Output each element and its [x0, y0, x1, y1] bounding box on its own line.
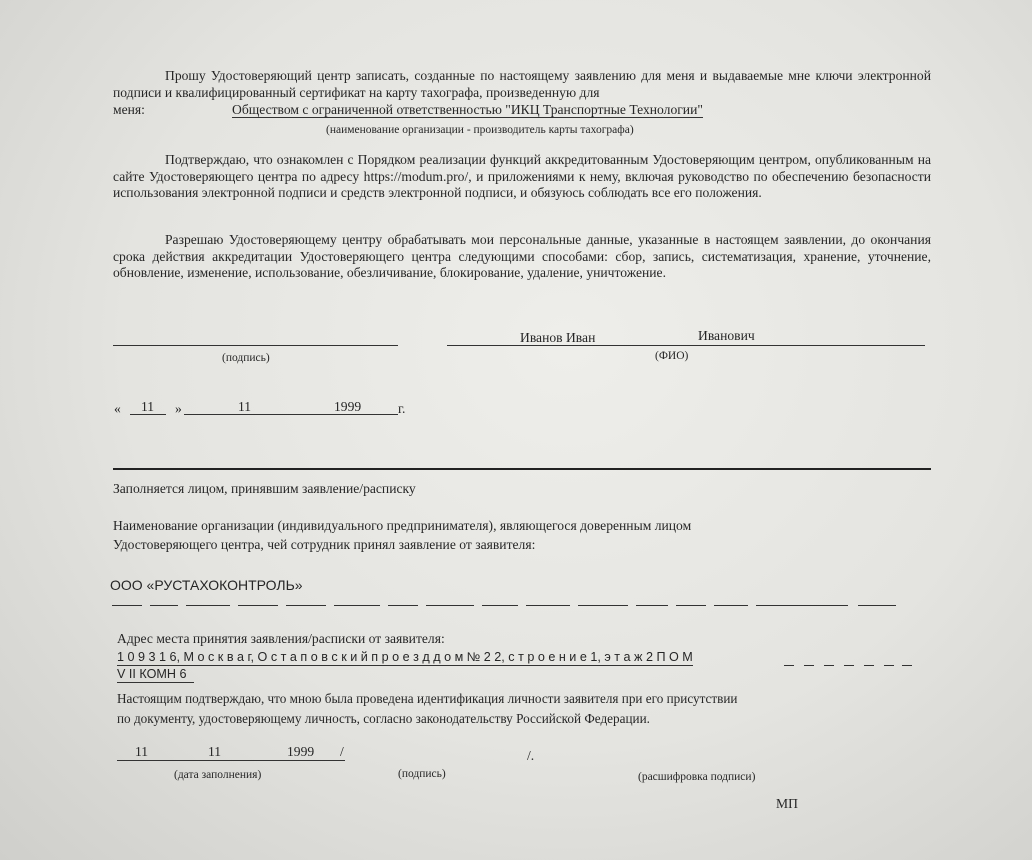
- org-label-line2: Удостоверяющего центра, чей сотрудник принял заявление от заявителя:: [113, 537, 536, 552]
- org-label-line1: Наименование организации (индивидуального предпринимателя), являющегося доверенным лицом: [113, 518, 692, 533]
- fio-line: [447, 345, 925, 346]
- fio-patronymic: Иванович: [698, 328, 755, 343]
- receiver-header: Заполняется лицом, принявшим заявление/расписку: [113, 481, 416, 496]
- fill-day: 11: [135, 744, 149, 759]
- signature-slash: /.: [527, 748, 535, 763]
- intro-text: Прошу Удостоверяющий центр записать, созданные по настоящему заявлению для меня и выдаваемые мне ключи электронной подписи и квалифицированный сертификат на карту тахографа, произведенную для: [113, 68, 931, 100]
- date-month-year-line: [184, 414, 398, 415]
- manufacturer-name: Обществом с ограниченной ответственностью "ИКЦ Транспортные Технологии": [232, 102, 703, 117]
- section-divider: [113, 468, 931, 470]
- intro-paragraph: [113, 68, 931, 101]
- fio-surname: Иванов Иван: [520, 330, 596, 345]
- date-month: 11: [238, 399, 252, 414]
- date-day-line: [130, 414, 166, 415]
- fio-caption: (ФИО): [655, 350, 689, 362]
- address-label: Адрес места принятия заявления/расписки от заявителя:: [117, 631, 445, 646]
- fill-slash: /: [340, 744, 344, 759]
- fill-month: 11: [208, 744, 222, 759]
- stamp-place: МП: [776, 796, 798, 811]
- signature-line: [113, 345, 398, 346]
- identity-line2: по документу, удостоверяющему личность, согласно законодательству Российской Федерации.: [117, 711, 650, 726]
- date-open-quote: «: [114, 401, 121, 416]
- date-suffix: г.: [398, 401, 406, 416]
- date-day: 11: [141, 399, 155, 414]
- identity-line1: Настоящим подтверждаю, что мною была проведена идентификация личности заявителя при его присутствии: [117, 691, 738, 706]
- org-name: ООО «РУСТАХОКОНТРОЛЬ»: [110, 577, 303, 593]
- address-line1: 1 0 9 3 1 6, М о с к в а г, О с т а п о в с к и й п р о е з д д о м № 2 2, с т р о е н и е 1, э т а ж 2 П О М: [117, 650, 693, 664]
- fill-decode-caption: (расшифровка подписи): [638, 771, 756, 783]
- fill-date-caption: (дата заполнения): [174, 769, 262, 781]
- fill-date-line: [117, 760, 345, 761]
- address-line2: V II КОМН 6: [117, 667, 194, 683]
- signature-caption: (подпись): [222, 352, 270, 364]
- confirm-paragraph: Подтверждаю, что ознакомлен с Порядком реализации функций аккредитованным Удостоверяющим центром, опубликованным на сайте Удостоверяющего центра по адресу https://modum.pro/, и приложениями к нему, включая руководство по обеспечению безопасности использования электронной подписи и средств электронной подписи, и обязуюсь соблюдать все его положения.: [113, 152, 931, 201]
- intro-for-label: меня:: [113, 102, 145, 117]
- fill-sign-caption: (подпись): [398, 768, 446, 780]
- date-year: 1999: [334, 399, 362, 414]
- consent-paragraph: Разрешаю Удостоверяющему центру обрабатывать мои персональные данные, указанные в настоящем заявлении, до окончания срока действия аккредитации Удостоверяющего центра следующими способами: сбор, запись, систематизация, хранение, уточнение, обновление, изменение, использование, обезличивание, блокирование, удаление, уничтожение.: [113, 232, 931, 281]
- date-close-quote: »: [175, 401, 182, 416]
- manufacturer-caption: (наименование организации - производитель карты тахографа): [326, 124, 634, 136]
- fill-year: 1999: [287, 744, 315, 759]
